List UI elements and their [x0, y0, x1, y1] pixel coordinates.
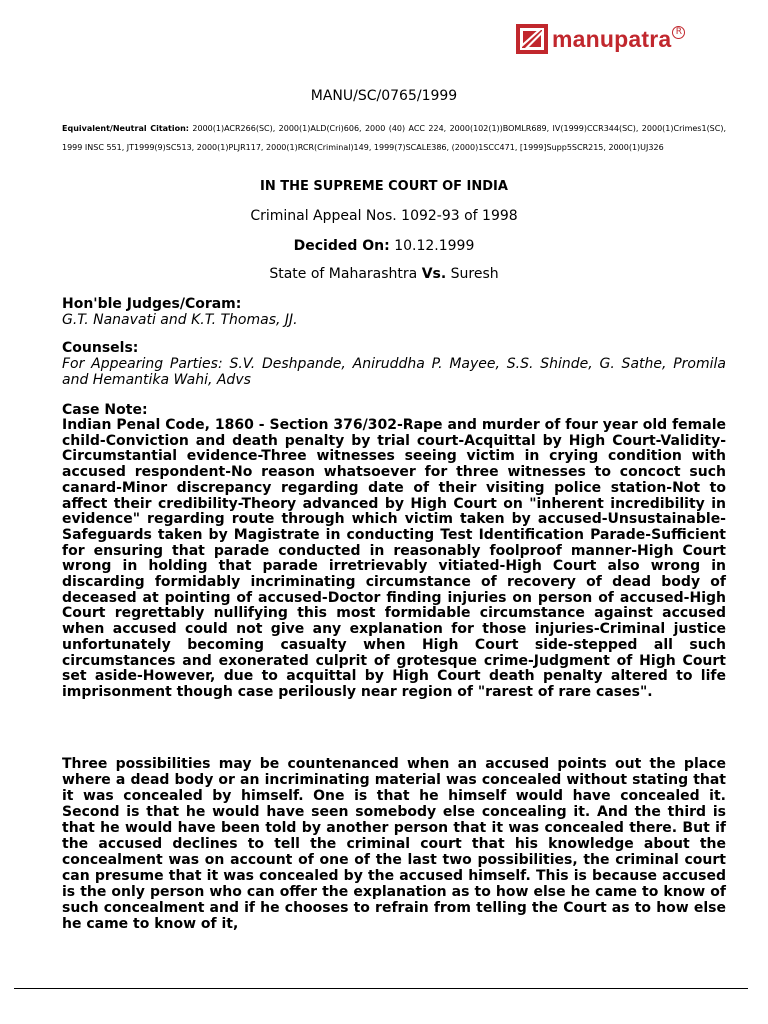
- party-respondent: Suresh: [450, 266, 499, 282]
- footer-divider: [14, 988, 748, 989]
- counsels-section: [62, 340, 726, 388]
- counsels-heading: Counsels:: [62, 340, 139, 356]
- manupatra-logo-mark-icon: [516, 24, 548, 54]
- versus-label: Vs.: [421, 266, 447, 282]
- manupatra-logo: [516, 24, 685, 54]
- party-petitioner: State of Maharashtra: [269, 266, 418, 282]
- judges-heading: Hon'ble Judges/Coram:: [62, 296, 242, 312]
- decided-label: Decided On:: [293, 238, 390, 254]
- judgment-paragraph: Three possibilities may be countenanced when an accused points out the place where a dead body or an incriminating material was concealed without stating that it was concealed by himself. One is that he himself would have concealed it. Second is that he would have seen somebody else concealing it. And the third is that he would have been told by another person that it was concealed there. But if the accused declines to tell the criminal court that his knowledge about the concealment was on account of one of the last two possibilities, the criminal court can presume that it was concealed by the accused himself. This is because accused is the only person who can offer the explanation as to how else he came to know of such concealment and if he chooses to refrain from telling the Court as to how else he came to know of it,: [62, 756, 726, 932]
- court-name: IN THE SUPREME COURT OF INDIA: [260, 179, 508, 194]
- decided-on: [0, 238, 768, 254]
- counsels-names: For Appearing Parties: S.V. Deshpande, Aniruddha P. Mayee, S.S. Shinde, G. Sathe, Promila and Hemantika Wahi, Advs: [62, 356, 726, 388]
- case-note-section: [62, 402, 726, 701]
- citation-text: 2000(1)ACR266(SC), 2000(1)ALD(Cri)606, 2000 (40) ACC 224, 2000(102(1))BOMLR689, IV(1999)CCR344(SC), 2000(1)Crimes1(SC), 1999 INSC 551, JT1999(9)SC513, 2000(1)PLJR117, 2000(1)RCR(Criminal)149, 1999(7)SCALE386, (2000)1SCC471, [1999]Supp5SCR215, 2000(1)UJ326: [62, 124, 727, 152]
- manu-number: MANU/SC/0765/1999: [310, 88, 458, 104]
- case-note-text: Indian Penal Code, 1860 - Section 376/302-Rape and murder of four year old female child-Conviction and death penalty by trial court-Acquittal by High Court-Validity-Circumstantial evidence-Three witnesses seeing victim in crying condition with accused respondent-No reason whatsoever for three witnesses to concoct such canard-Minor discrepancy regarding date of their visiting police station-Not to affect their credibility-Theory advanced by High Court on "inherent incredibility in evidence" regarding route through which victim taken by accused-Unsustainable-Safeguards taken by Magistrate in conducting Test Identification Parade-Sufficient for ensuring that parade conducted in reasonably foolproof manner-High Court wrong in holding that parade irretrievably vitiated-High Court also wrong in discarding formidably incriminating circumstance of recovery of dead body of deceased at pointing of accused-Doctor finding injuries on person of accused-High Court regrettably nullifying this most formidable circumstance against accused when accused could not give any explanation for those injuries-Criminal justice unfortunately becoming casualty when High Court side-stepped all such circumstances and exonerated culprit of grotesque crime-Judgment of High Court set aside-However, due to acquittal by High Court death penalty altered to life imprisonment though case perilously near region of "rarest of rare cases".: [62, 417, 726, 700]
- citation-label: Equivalent/Neutral Citation:: [62, 124, 189, 133]
- judges-names: G.T. Nanavati and K.T. Thomas, JJ.: [62, 312, 298, 328]
- appeal-number: Criminal Appeal Nos. 1092-93 of 1998: [250, 208, 518, 224]
- decided-date: 10.12.1999: [394, 238, 475, 254]
- case-parties: [0, 266, 768, 282]
- equivalent-citation: [62, 119, 726, 157]
- case-note-heading: Case Note:: [62, 402, 148, 418]
- registered-mark: R: [672, 26, 685, 39]
- judges-section: [62, 296, 726, 328]
- logo-text: manupatra: [552, 25, 672, 52]
